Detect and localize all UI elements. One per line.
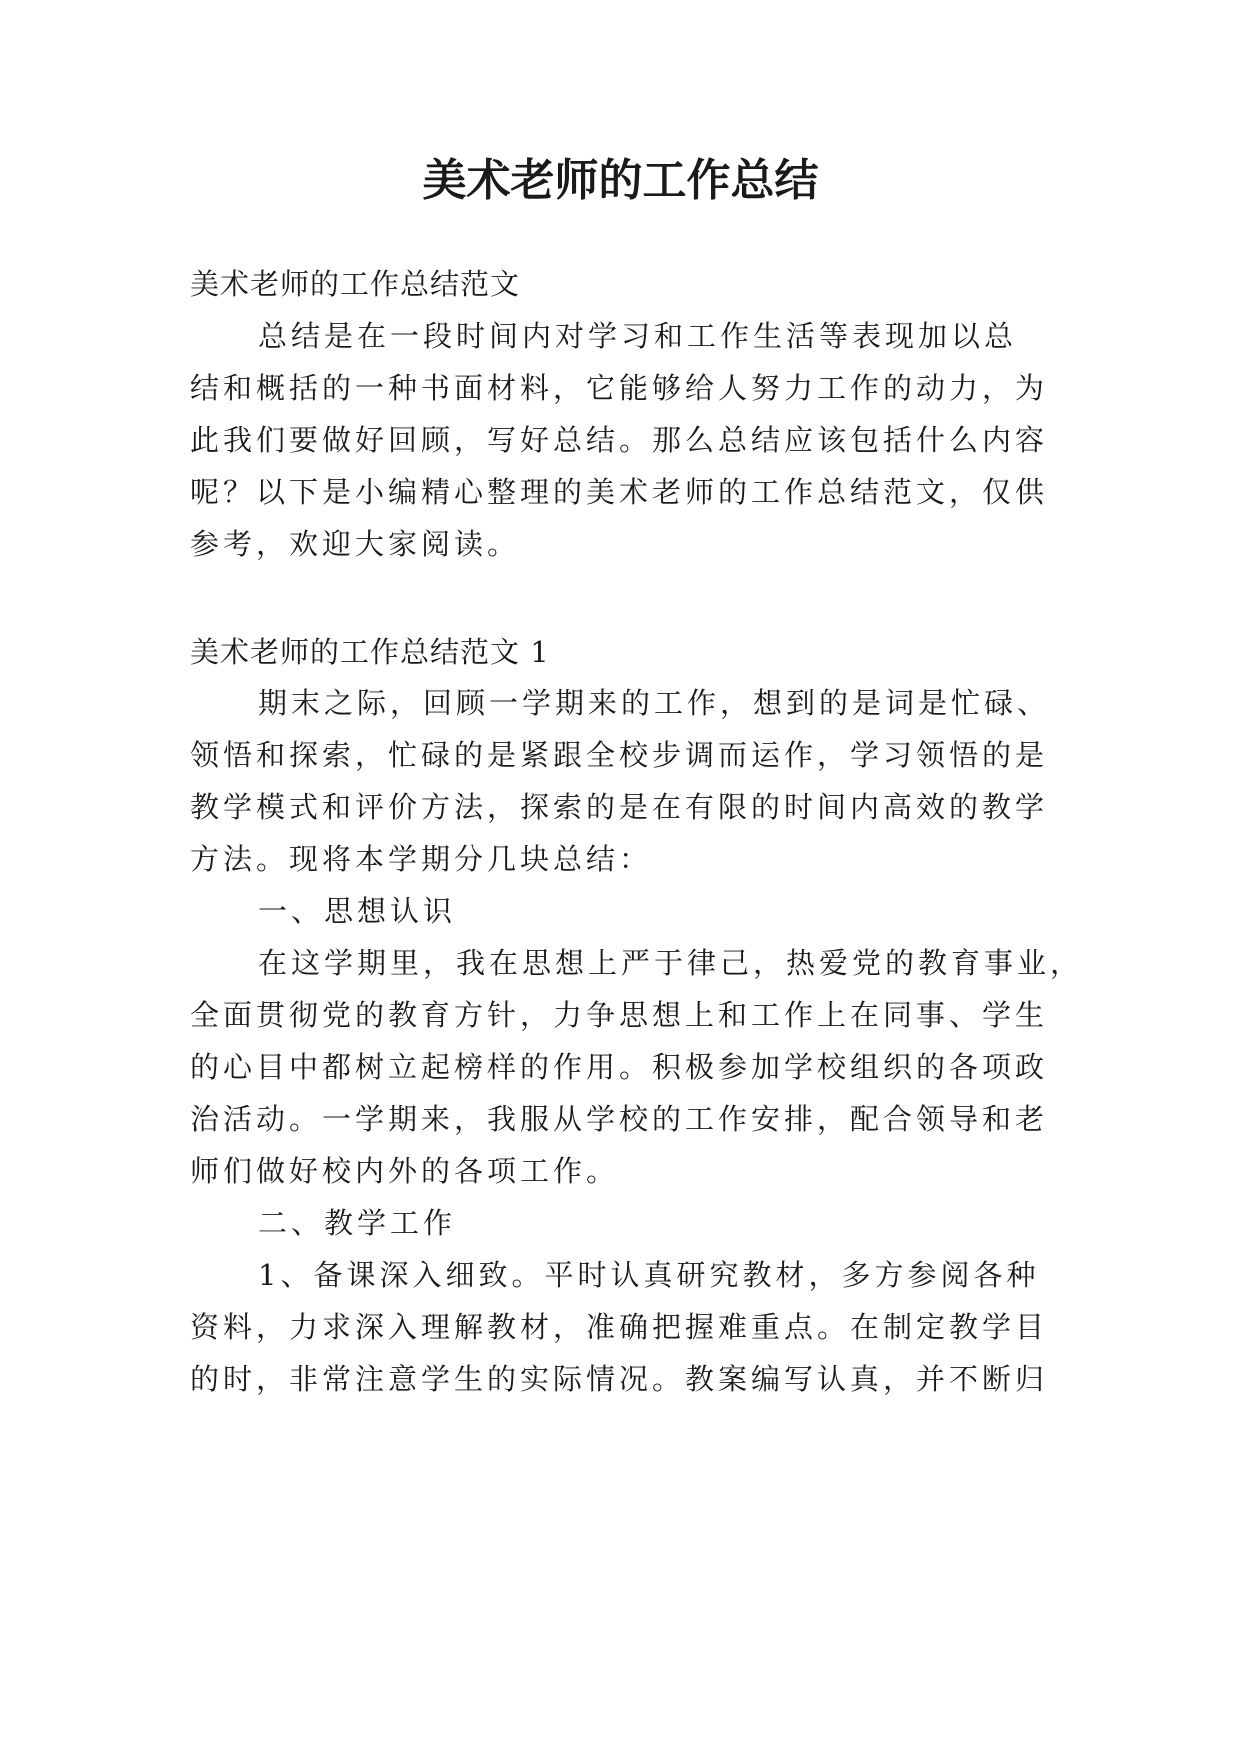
paragraph-line: 总结是在一段时间内对学习和工作生活等表现加以总 — [258, 319, 1018, 353]
paragraph-line: 结和概括的一种书面材料，它能够给人努力工作的动力，为 — [190, 371, 1049, 405]
paragraph-line: 方法。现将本学期分几块总结： — [190, 842, 653, 876]
paragraph-line: 期末之际，回顾一学期来的工作，想到的是词是忙碌、 — [258, 686, 1051, 720]
paragraph-line: 呢？以下是小编精心整理的美术老师的工作总结范文，仅供 — [190, 475, 1049, 509]
paragraph-line: 的时，非常注意学生的实际情况。教案编写认真，并不断归 — [190, 1362, 1049, 1396]
paragraph-line: 领悟和探索，忙碌的是紧跟全校步调而运作，学习领悟的是 — [190, 738, 1049, 772]
paragraph-line: 此我们要做好回顾，写好总结。那么总结应该包括什么内容 — [190, 423, 1049, 457]
paragraph-line: 教学模式和评价方法，探索的是在有限的时间内高效的教学 — [190, 790, 1049, 824]
section-heading: 美术老师的工作总结范文 — [190, 267, 521, 301]
paragraph-line: 的心目中都树立起榜样的作用。积极参加学校组织的各项政 — [190, 1050, 1049, 1084]
paragraph-line: 参考，欢迎大家阅读。 — [190, 527, 521, 561]
paragraph-line: 在这学期里，我在思想上严于律己，热爱党的教育事业， — [258, 946, 1084, 980]
document-title: 美术老师的工作总结 — [422, 155, 819, 206]
paragraph-line: 全面贯彻党的教育方针，力争思想上和工作上在同事、学生 — [190, 998, 1049, 1032]
paragraph-line: 师们做好校内外的各项工作。 — [190, 1154, 620, 1188]
paragraph-line: 1、备课深入细致。平时认真研究教材，多方参阅各种 — [258, 1258, 1040, 1292]
subsection-heading: 一、思想认识 — [258, 894, 457, 928]
paragraph-line: 治活动。一学期来，我服从学校的工作安排，配合领导和老 — [190, 1102, 1049, 1136]
paragraph-line: 资料，力求深入理解教材，准确把握难重点。在制定教学目 — [190, 1310, 1049, 1344]
subsection-heading: 二、教学工作 — [258, 1206, 457, 1240]
section-heading: 美术老师的工作总结范文 1 — [190, 635, 550, 669]
